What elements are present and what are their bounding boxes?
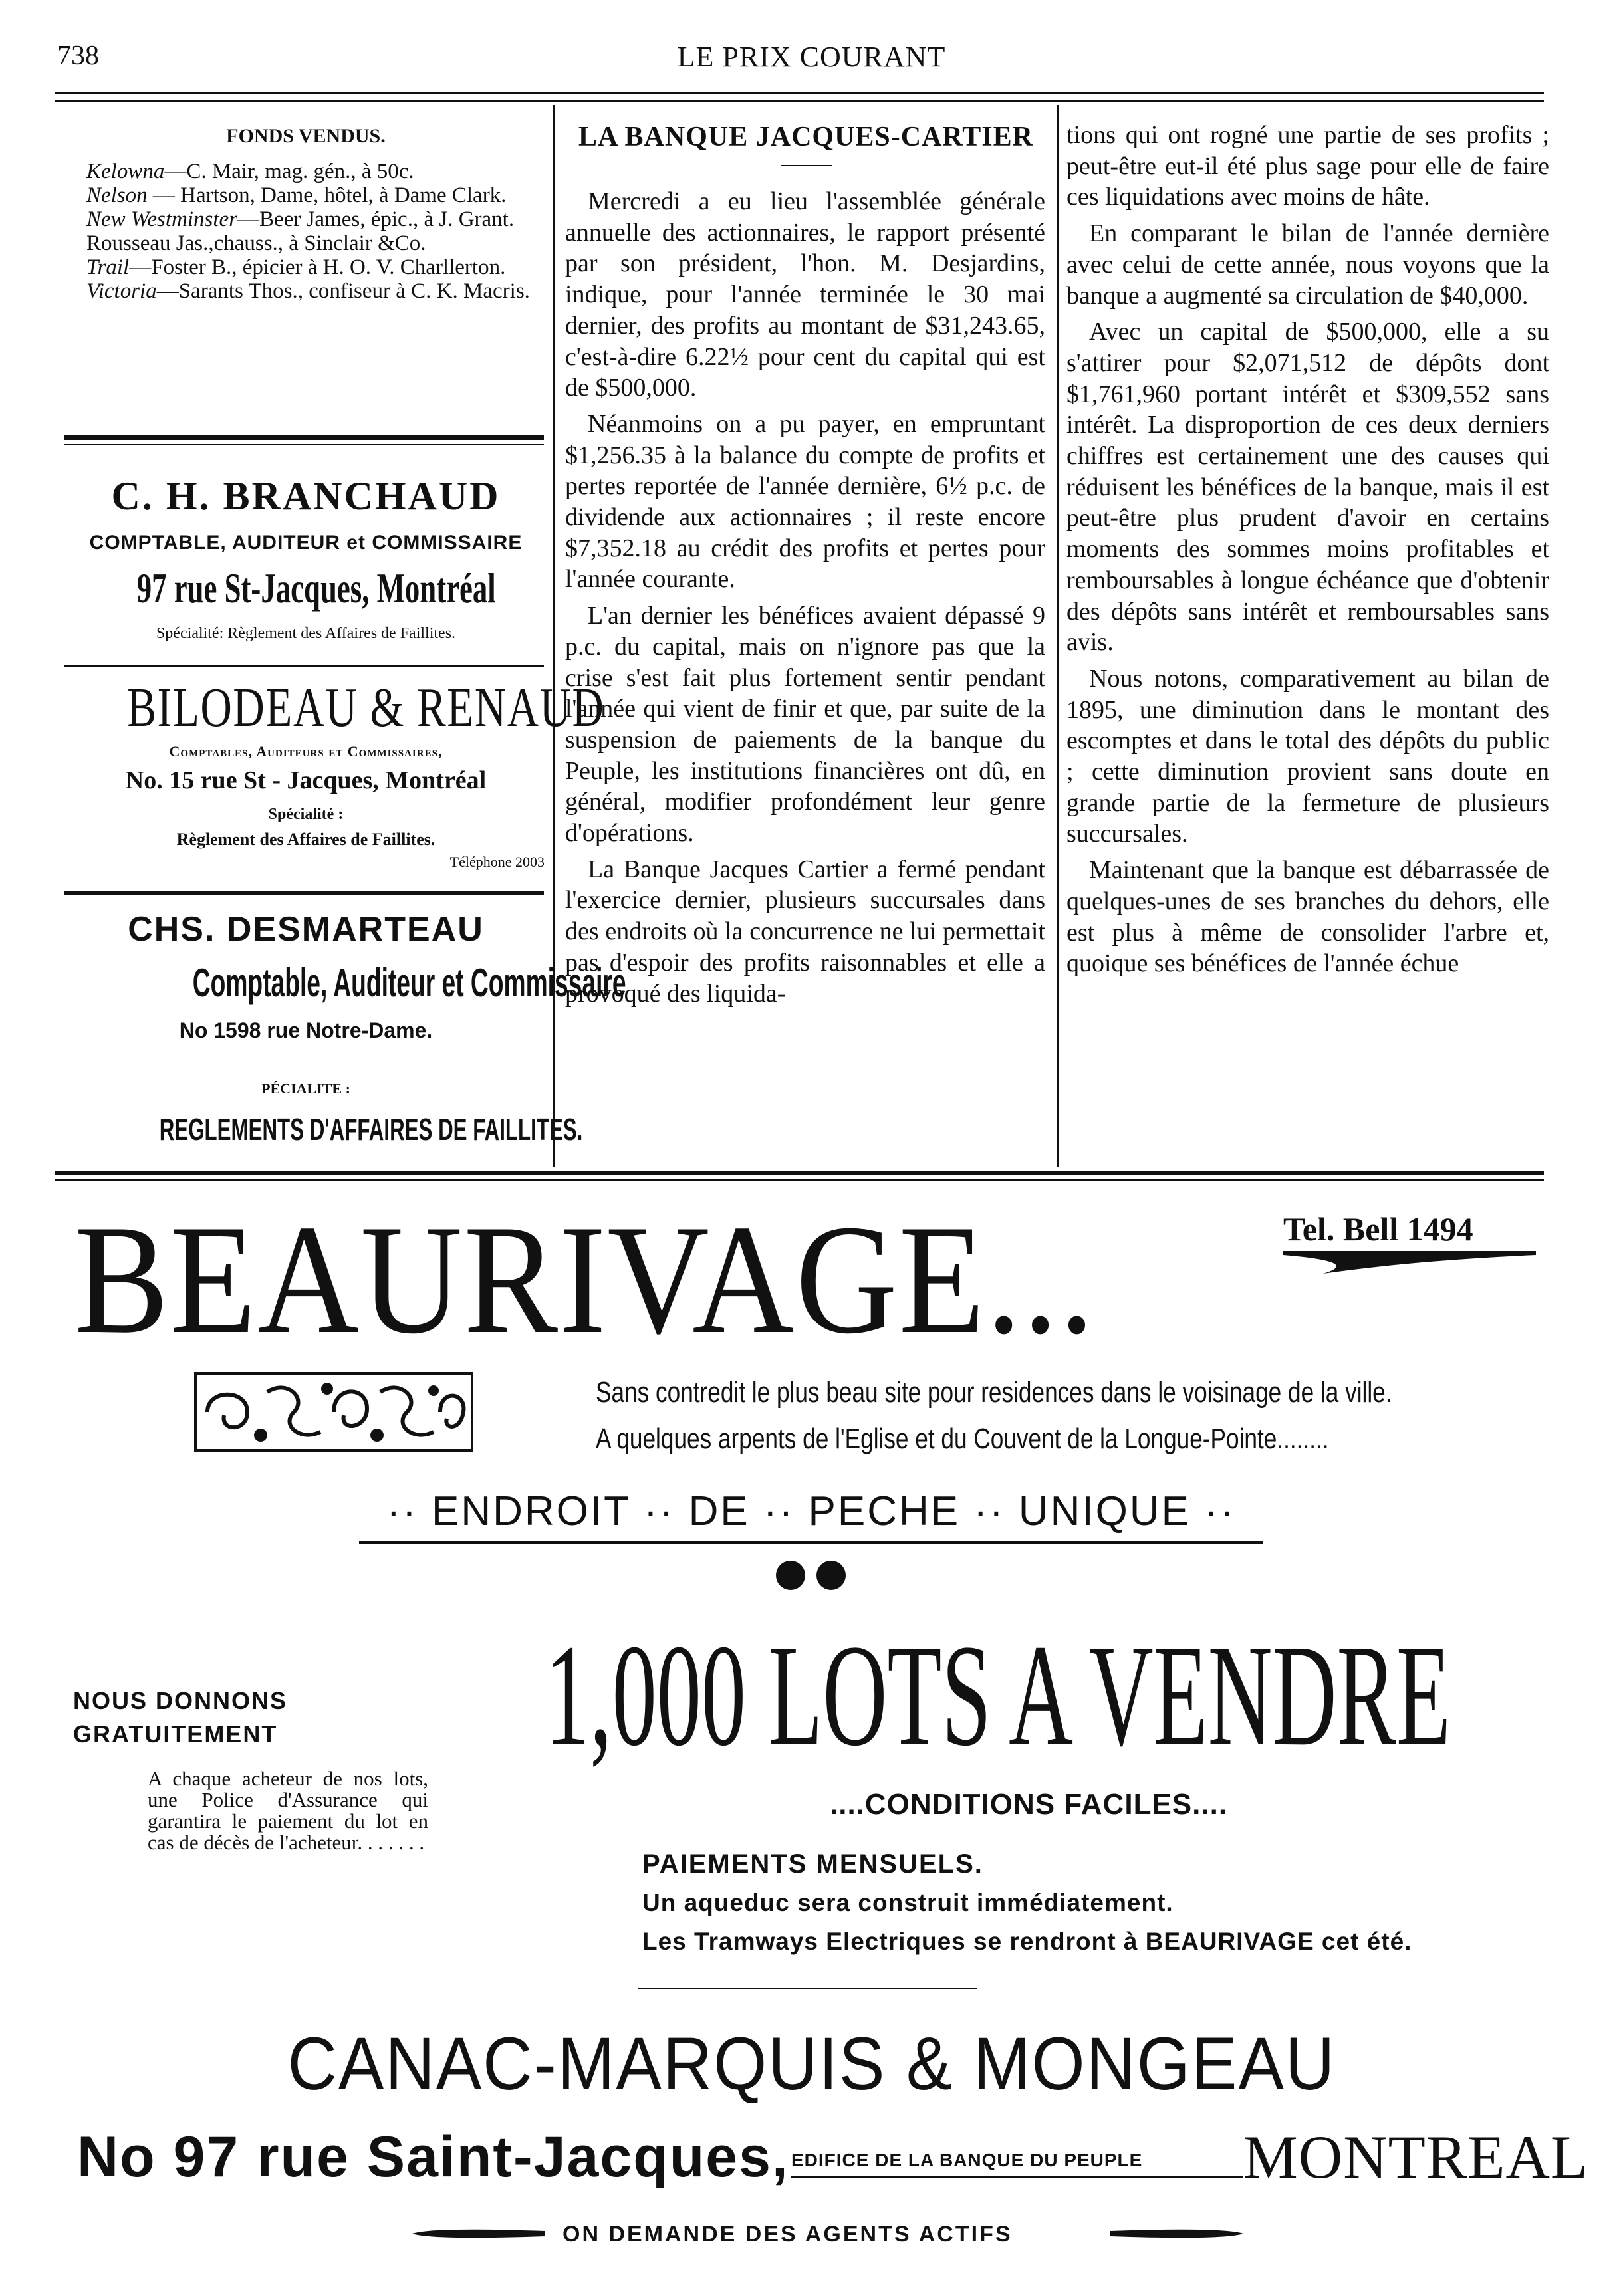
ornament-scroll-icon [194,1372,473,1452]
paiements-mensuels: PAIEMENTS MENSUELS. [642,1849,983,1879]
police-text: A chaque acheteur de nos lots, une Police d'Assurance qui garantira le paiement du lot en cas de décès de l'acheteur. . . . . . . [148,1767,428,1854]
nous-donnons: NOUS DONNONS [73,1687,288,1714]
tel-underline-swash [1283,1250,1536,1276]
swash-right [1110,2226,1243,2241]
aqueduc: Un aqueduc sera construit immédiatement. [642,1889,1174,1916]
desmarteau-name: CHS. DESMARTEAU [128,910,484,949]
column-rule-1 [553,105,555,1167]
bilodeau-address: No. 15 rue St - Jacques, Montréal [125,766,487,794]
swash-left [412,2226,545,2241]
peche-banner: ·· ENDROIT ·· DE ·· PECHE ·· UNIQUE ·· [386,1488,1236,1534]
bullet-dot [776,1561,805,1590]
desmarteau-specialty-label: PÉCIALITE : [261,1080,350,1097]
gratuitement: GRATUITEMENT [73,1720,278,1748]
section-divider [64,435,544,440]
fonds-entry: Victoria—Sarants Thos., confiseur à C. K. Macris. [86,279,530,303]
firm-name: CANAC-MARQUIS & MONGEAU [287,2022,1336,2105]
fonds-entry: New Westminster—Beer James, épic., à J. Grant. [86,207,515,231]
page-number: 738 [57,41,99,71]
article-paragraph: Avec un capital de $500,000, elle a su s'attirer pour $2,071,512 de dépôts dont $1,761,960 portant intérêt et $309,552 sans intérêt. La disproportion de ces deux derniers chiffres est certainement une des causes qui réduisent les bénéfices de la banque, mais il est peut-être plus prudent d'avoir en certains moments des sommes moins profitables et remboursables à longue échéance que d'obtenir des dépôts sans intérêt et remboursables sans avis. [1066,318,1549,657]
article-title-rule [781,165,832,166]
firm-address: No 97 rue Saint-Jacques, [77,2125,789,2189]
conditions-faciles: ....CONDITIONS FACILES.... [830,1788,1228,1821]
article-paragraph: tions qui ont rogné une partie de ses profits ; peut-être eut-il été plus sage pour elle de faire ces liquidations avec moins de hâte. [1066,121,1549,211]
article-paragraph: Maintenant que la banque est débarrassée de quelques-unes de ses branches du dehors, elle est plus à même de consolider l'arbre et, quoique ses bénéfices de l'année échue [1066,856,1549,978]
article-paragraph: Nous notons, comparativement au bilan de 1895, une diminution dans le montant des escomptes et dans le total des dépôts du public ; cette diminution provient sans doute en grande partie de la fermeture de plusieurs succursales. [1066,664,1549,848]
page-title: LE PRIX COURANT [677,41,946,73]
agents-line: ON DEMANDE DES AGENTS ACTIFS [562,2222,1013,2247]
header-rule-top [55,92,1544,94]
article-title: LA BANQUE JACQUES-CARTIER [578,122,1033,152]
desmarteau-address: No 1598 rue Notre-Dame. [179,1018,433,1042]
bilodeau-phone: Téléphone 2003 [449,854,545,870]
desmarteau-specialty: REGLEMENTS D'AFFAIRES DE FAILLITES. [159,1112,583,1147]
edifice-rule [791,2176,1243,2178]
article-paragraph: Néanmoins on a pu payer, en empruntant $1,256.35 à la balance du compte de profits et pertes reportée de l'année dernière, 6½ p.c. de dividende aux actionnaires ; il reste encore $7,352.18 au crédit des profits et pertes pour l'année courante. [565,409,1045,594]
bilodeau-name: BILODEAU & RENAUD [127,677,605,739]
branchaud-name: C. H. BRANCHAUD [111,474,501,518]
fonds-entry: Nelson — Hartson, Dame, hôtel, à Dame Clark. [86,183,507,207]
beaurivage-title: BEAURIVAGE... [74,1193,1096,1367]
section-divider-thin [64,444,544,445]
article-paragraph: La Banque Jacques Cartier a fermé pendant l'exercice dernier, plusieurs succursales dans des endroits où la concurrence ne lui permettait pas d'espoir des profits raisonnables et elle a provoqué des liquida- [565,855,1045,1008]
article-column-2 [565,186,1045,1009]
desmarteau-role: Comptable, Auditeur et Commissaire [192,961,626,1005]
beaurivage-tel: Tel. Bell 1494 [1283,1210,1473,1248]
article-bottom-rule [55,1171,1544,1175]
column-rule-2 [1057,105,1059,1167]
bullet-dot [816,1561,846,1590]
header-rule-bottom [55,100,1544,102]
branchaud-role: COMPTABLE, AUDITEUR et COMMISSAIRE [89,532,523,554]
bilodeau-specialty: Règlement des Affaires de Faillites. [176,830,436,849]
article-paragraph: Mercredi a eu lieu l'assemblée générale annuelle des actionnaires, le rapport présenté par son président, l'hon. M. Desjardins, indique, pour l'année terminée le 30 mai dernier, des profits au montant de $31,243.65, c'est-à-dire 6.22½ pour cent du capital qui est de $500,000. [565,187,1045,402]
article-paragraph: L'an dernier les bénéfices avaient dépassé 9 p.c. du capital, mais on n'ignore pas que la crise s'est fait plus fortement sentir pendant l'année qui vient de finir et que, par suite de la suspension de paiements de la banque du Peuple, les institutions financières ont dû, en général, modifier profondément leur genre d'opérations. [565,602,1045,848]
beaurivage-line-2: A quelques arpents de l'Eglise et du Couvent de la Longue-Pointe........ [596,1423,1329,1455]
fonds-heading: FONDS VENDUS. [226,125,386,147]
firm-city: MONTREAL [1243,2123,1589,2191]
tramways: Les Tramways Electriques se rendront à BEAURIVAGE cet été. [642,1928,1412,1955]
section-rule-short [638,1988,977,1989]
article-paragraph: En comparant le bilan de l'année dernière avec celui de cette année, nous voyons que la banque a augmenté sa circulation de $40,000. [1066,219,1549,310]
branchaud-address: 97 rue St-Jacques, Montréal [136,564,496,612]
ad-divider [64,891,544,895]
bilodeau-role: Comptables, Auditeurs et Commissaires, [169,743,443,760]
article-column-3 [1066,120,1549,979]
edifice-label: EDIFICE DE LA BANQUE DU PEUPLE [791,2150,1143,2170]
fonds-entry: Rousseau Jas.,chauss., à Sinclair &Co. [86,231,426,255]
ad-divider [64,665,544,667]
fonds-list [64,160,544,303]
bilodeau-specialty-label: Spécialité : [268,806,344,823]
article-bottom-rule-thin [55,1179,1544,1181]
branchaud-specialty: Spécialité: Règlement des Affaires de Faillites. [156,625,456,642]
beaurivage-line-1: Sans contredit le plus beau site pour residences dans le voisinage de la ville. [596,1376,1392,1409]
fonds-entry: Trail—Foster B., épicier à H. O. V. Charllerton. [86,255,506,279]
peche-rule [359,1541,1263,1544]
lots-headline: 1,000 LOTS A VENDRE [545,1614,1451,1776]
fonds-entry: Kelowna—C. Mair, mag. gén., à 50c. [86,160,414,183]
